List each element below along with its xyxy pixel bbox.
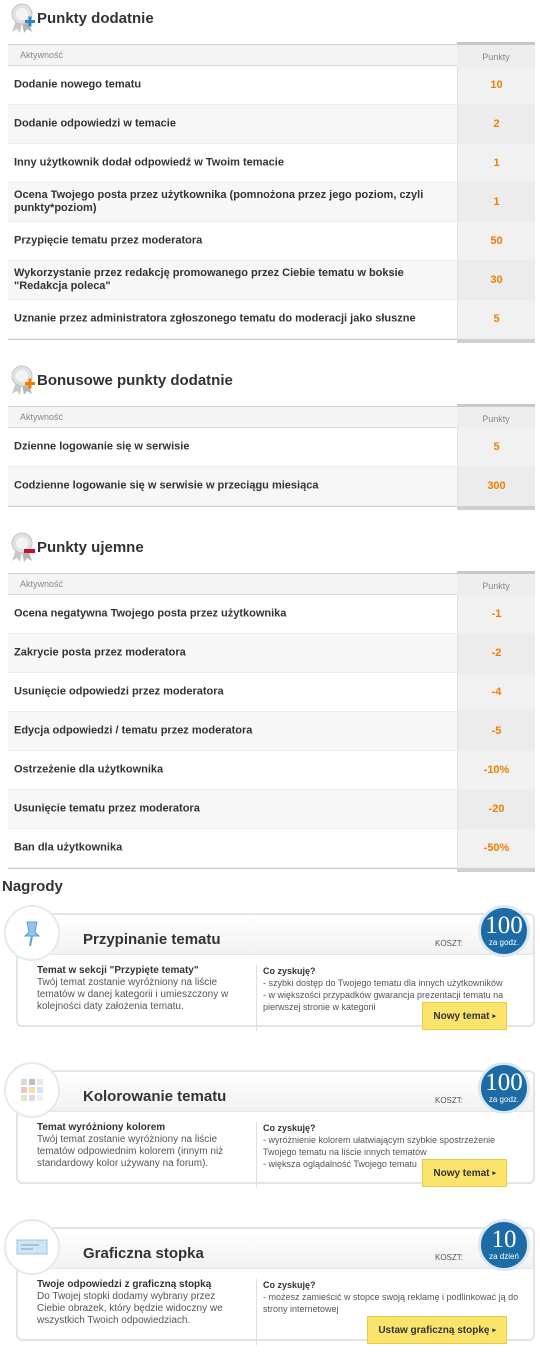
section-title: Bonusowe punkty dodatnie (37, 372, 233, 389)
card-description (37, 1122, 241, 1170)
cost-unit: za godz. (488, 938, 520, 947)
row-label: Przypięcie tematu przez moderatora (14, 234, 203, 247)
cost-value: 100 (485, 912, 523, 939)
pin-icon (4, 905, 60, 961)
card-title: Kolorowanie tematu (83, 1088, 227, 1105)
reward-card-color (4, 1062, 535, 1192)
row-points: 1 (457, 183, 535, 221)
table-row (8, 261, 535, 300)
row-label: Ocena negatywna Twojego posta przez użytkownika (14, 607, 287, 620)
benefits-title: Co zyskuję? (263, 966, 316, 976)
award-bonus-icon (8, 362, 36, 396)
card-title: Graficzna stopka (83, 1245, 204, 1262)
row-label: Wykorzystanie przez redakcję promowanego przez Ciebie tematu w boksie "Redakcja poleca" (14, 267, 404, 292)
cost-value: 100 (485, 1069, 523, 1096)
rewards-title: Nagrody (2, 878, 63, 895)
divider (256, 1122, 257, 1188)
row-points: -1 (457, 595, 535, 633)
table-footer (8, 868, 535, 872)
table-row (8, 66, 535, 105)
column-activity: Aktywność (20, 412, 64, 422)
button-label: Ustaw graficzną stopkę (378, 1324, 490, 1336)
section-header (0, 362, 540, 396)
banner-icon (4, 1219, 60, 1275)
row-label: Usunięcie tematu przez moderatora (14, 802, 200, 815)
row-label: Zakrycie posta przez moderatora (14, 646, 186, 659)
table-header (8, 573, 535, 595)
button-label: Nowy temat (433, 1010, 490, 1022)
row-label: Inny użytkownik dodał odpowiedź w Twoim temacie (14, 156, 284, 169)
table-row (8, 428, 535, 467)
column-activity: Aktywność (20, 579, 64, 589)
table-row (8, 829, 535, 868)
points-table (8, 406, 535, 510)
cost-badge (478, 1062, 530, 1114)
color-palette-icon (4, 1062, 60, 1118)
row-points: 10 (457, 66, 535, 104)
section-title: Punkty dodatnie (37, 10, 154, 27)
cost-badge (478, 1219, 530, 1271)
column-points: Punkty (457, 404, 535, 428)
table-row (8, 183, 535, 222)
divider (256, 965, 257, 1031)
row-label: Ostrzeżenie dla użytkownika (14, 763, 164, 776)
cost-badge (478, 905, 530, 957)
new-topic-button[interactable] (422, 1002, 507, 1030)
card-benefits (263, 1279, 523, 1315)
table-row (8, 790, 535, 829)
table-row (8, 634, 535, 673)
cost-label: KOSZT: (434, 1253, 463, 1262)
row-points: -20 (457, 790, 535, 828)
row-points: 5 (457, 428, 535, 466)
divider (256, 1279, 257, 1345)
new-topic-button[interactable] (422, 1159, 507, 1187)
cost-label: KOSZT: (434, 1096, 463, 1105)
row-points: -50% (457, 829, 535, 867)
section-negative-points (0, 529, 540, 854)
row-points: 300 (457, 467, 535, 505)
row-points: -10% (457, 751, 535, 789)
row-label: Edycja odpowiedzi / tematu przez moderatora (14, 724, 253, 737)
reward-card-pin (4, 905, 535, 1035)
table-row (8, 751, 535, 790)
row-points: 2 (457, 105, 535, 143)
row-label: Dodanie odpowiedzi w temacie (14, 117, 176, 130)
award-minus-icon (8, 529, 36, 563)
row-points: 1 (457, 144, 535, 182)
table-row (8, 712, 535, 751)
award-plus-icon (8, 0, 36, 34)
arrow-right-icon: ▸ (492, 1170, 496, 1177)
row-label: Usunięcie odpowiedzi przez moderatora (14, 685, 224, 698)
description-title: Temat wyróżniony kolorem (37, 1122, 166, 1133)
set-footer-button[interactable] (367, 1316, 507, 1344)
arrow-right-icon: ▸ (492, 1013, 496, 1020)
arrow-right-icon: ▸ (492, 1327, 496, 1334)
points-table (8, 573, 535, 872)
card-description (37, 1279, 241, 1327)
benefit-line: - szybki dostęp do Twojego tematu dla innych użytkowników (263, 978, 503, 988)
section-bonus-points (0, 362, 540, 492)
row-points: 30 (457, 261, 535, 299)
button-label: Nowy temat (433, 1167, 490, 1179)
cost-unit: za godz. (488, 1095, 520, 1104)
benefits-title: Co zyskuję? (263, 1123, 316, 1133)
cost-unit: za dzień (489, 1252, 519, 1261)
row-points: -2 (457, 634, 535, 672)
section-title: Punkty ujemne (37, 539, 144, 556)
description-text: Do Twojej stopki dodamy wybrany przez Ciebie obrazek, który będzie widoczny we wszystkich Twoich odpowiedziach. (37, 1291, 223, 1326)
benefit-line: - możesz zamieścić w stopce swoją reklamę i podlinkować ją do strony internetowej (263, 1292, 519, 1314)
row-points: -5 (457, 712, 535, 750)
row-label: Ban dla użytkownika (14, 841, 123, 854)
row-label: Dodanie nowego tematu (14, 78, 142, 91)
row-label: Codzienne logowanie się w serwisie w przeciągu miesiąca (14, 479, 319, 492)
section-header (0, 529, 540, 563)
table-footer (8, 506, 535, 510)
table-header (8, 406, 535, 428)
row-label: Dzienne logowanie się w serwisie (14, 440, 190, 453)
row-points: 5 (457, 300, 535, 338)
row-label: Uznanie przez administratora zgłoszonego tematu do moderacji jako słuszne (14, 312, 416, 325)
row-points: 50 (457, 222, 535, 260)
table-row (8, 105, 535, 144)
row-label: Ocena Twojego posta przez użytkownika (pomnożona przez jego poziom, czyli punkty*poziom) (14, 189, 424, 214)
cost-value: 10 (491, 1226, 517, 1253)
card-description (37, 965, 241, 1013)
cost-label: KOSZT: (434, 939, 463, 948)
description-title: Temat w sekcji "Przypięte tematy" (37, 965, 199, 976)
benefit-line: - wyróżnienie kolorem ułatwiającym szybkie spostrzeżenie Twojego tematu na liście innych tematów (263, 1135, 496, 1157)
table-row (8, 595, 535, 634)
table-row (8, 300, 535, 339)
column-activity: Aktywność (20, 50, 64, 60)
table-row (8, 144, 535, 183)
section-positive-points (0, 0, 540, 325)
table-footer (8, 339, 535, 343)
table-row (8, 222, 535, 261)
table-row (8, 467, 535, 506)
column-points: Punkty (457, 42, 535, 66)
benefit-line: - w większości przypadków gwarancja prezentacji tematu na pierwszej stronie w kategorii (263, 990, 504, 1012)
card-title: Przypinanie tematu (83, 931, 221, 948)
section-header (0, 0, 540, 34)
row-points: -4 (457, 673, 535, 711)
column-points: Punkty (457, 571, 535, 595)
description-text: Twój temat zostanie wyróżniony na liście tematów w danej kategorii i umieszczony w kolejności daty założenia tematu. (37, 977, 229, 1012)
benefit-line: - większa oglądalność Twojego tematu (263, 1159, 417, 1169)
reward-card-footer (4, 1219, 535, 1349)
table-row (8, 673, 535, 712)
description-title: Twoje odpowiedzi z graficzną stopką (37, 1279, 212, 1290)
description-text: Twój temat zostanie wyróżniony na liście tematów odpowiednim kolorem (innym niż standardowy kolor używany na forum). (37, 1134, 224, 1169)
table-header (8, 44, 535, 66)
benefits-title: Co zyskuję? (263, 1280, 316, 1290)
points-table (8, 44, 535, 343)
